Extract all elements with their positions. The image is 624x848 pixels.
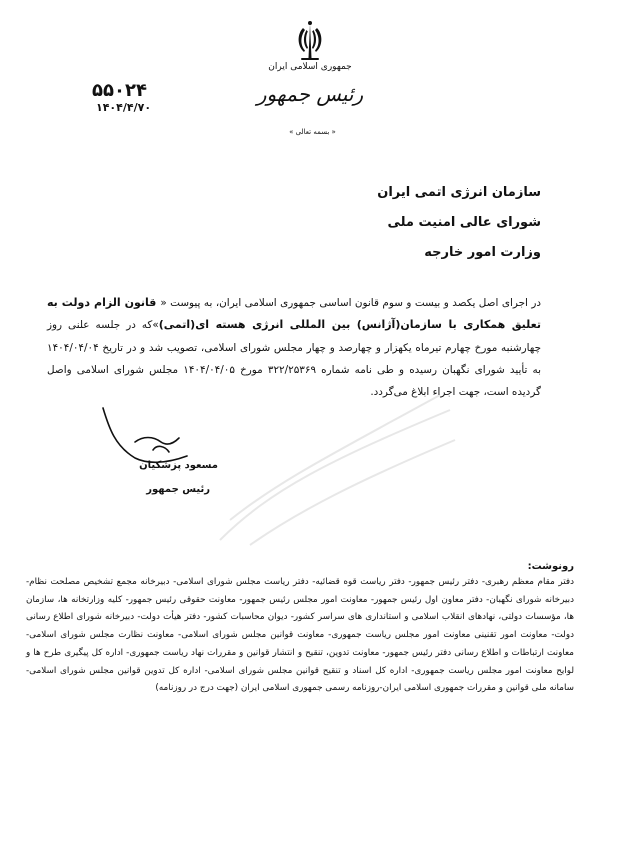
recipient-aeoi: سازمان انرژی اتمی ایران	[377, 185, 541, 200]
letter-body	[47, 292, 541, 403]
law-title: قانون الزام دولت به تعلیق همکاری با سازمان(آژانس) بین المللی انرژی هسته ای(اتمی)	[47, 296, 541, 332]
cc-list: دفتر مقام معظم رهبری- دفتر رئیس جمهور- دفتر ریاست قوه قضائیه- دفتر ریاست مجلس شورای اسلامی- دبیرخانه مجمع تشخیص مصلحت نظام- دبیرخانه شورای نگهبان- دفتر معاون اول رئیس جمهور- معاونت امور مجلس رئیس جمهور- معاونت حقوقی رئیس جمهور- کلیه وزارتخانه ها، سازمان ها، مؤسسات دولتی، نهادهای انقلاب اسلامی و استانداری های سراسر کشور- دیوان محاسبات کشور- دفتر هیأت دولت- دبیرخانه شورای اطلاع رسانی دولت- معاونت امور تقنینی معاونت امور مجلس ریاست جمهوری- معاونت قوانین مجلس شورای اسلامی- معاونت نظارت مجلس شورای اسلامی- معاونت ارتباطات و اطلاع رسانی دفتر رئیس جمهور- معاونت تدوین، تنقیح و انتشار قوانین و مقررات نهاد ریاست جمهوری- اداره کل پیگیری طرح ها و لوایح معاونت امور مجلس ریاست جمهوری- اداره کل اسناد و تنقیح قوانین مجلس شورای اسلامی- اداره کل تدوین قوانین مجلس شورای اسلامی- سامانه ملی قوانین و مقررات جمهوری اسلامی ایران-روزنامه رسمی جمهوری اسلامی ایران (جهت درج در روزنامه)	[26, 577, 574, 694]
signer-name: مسعود پزشکیان	[139, 460, 218, 471]
signer-title: رئیس جمهور	[146, 484, 210, 495]
body-intro: در اجرای اصل یکصد و بیست و سوم قانون اساسی جمهوری اسلامی ایران، به پیوست «	[160, 297, 542, 309]
country-subtitle: جمهوری اسلامی ایران	[268, 62, 352, 72]
body-rest: »که در جلسه علنی روز چهارشنبه مورخ چهارم تیرماه یکهزار و چهارصد و چهار مجلس شورای اسلامی، تصویب شد و در تاریخ ۱۴۰۴/۰۴/۰۴ به تأیید شورای نگهبان رسیده و طی نامه شماره ۳۲۲/۲۵۳۶۹ مورخ ۱۴۰۴/۰۴/۰۵ مجلس شورای اسلامی واصل گردیده است، جهت اجراء ابلاغ می‌گردد.	[47, 319, 542, 399]
bismillah: « بسمه تعالی »	[289, 128, 336, 136]
letter-date: ۱۴۰۴/۴/۷۰	[96, 101, 152, 114]
national-emblem-icon	[287, 18, 333, 64]
recipient-snsc: شورای عالی امنیت ملی	[387, 215, 541, 230]
office-title: رئیس جمهور	[256, 82, 364, 106]
letter-number: ۵۵۰۲۴	[92, 80, 147, 101]
recipient-mfa: وزارت امور خارجه	[424, 245, 541, 260]
cc-heading: رونوشت:	[527, 561, 574, 572]
